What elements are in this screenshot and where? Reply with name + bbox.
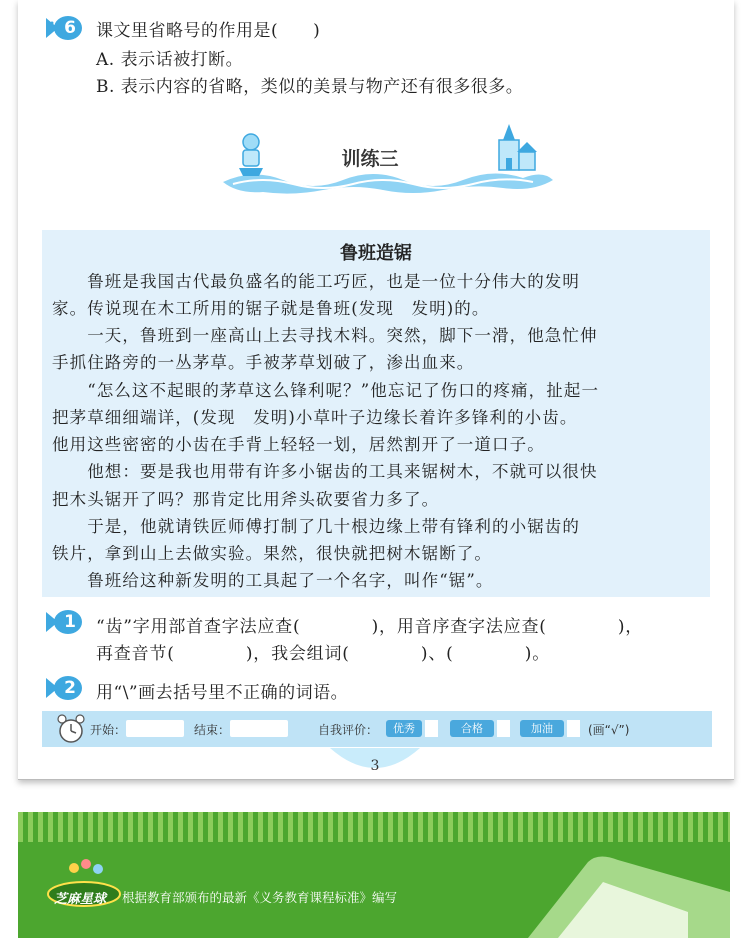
check-hint: (画“√”) [588,723,630,737]
self-eval-label: 自我评价： [318,723,379,737]
passage-line: 铁片，拿到山上去做实验。果然，很快就把树木锯断了。 [52,544,492,563]
start-time-field[interactable] [126,720,184,737]
passage-title: 鲁班造锯 [340,243,412,264]
cover-tagline: 根据教育部颁布的最新《义务教育课程标准》编写 [122,890,398,905]
passage-line: 鲁班是我国古代最负盛名的能工巧匠，也是一位十分伟大的发明 [52,272,580,291]
page-number: 3 [370,758,380,774]
question-number: 1 [64,612,76,632]
passage-line: 一天，鲁班到一座高山上去寻找木料。突然，脚下一滑，他急忙伸 [52,326,598,345]
page-number-tab [330,748,420,780]
question-6-stem: 课文里省略号的作用是( ) [96,21,321,41]
question-1-line-1: “齿”字用部首查字法应查( )，用音序查字法应查( )， [96,617,644,637]
castle-icon [503,124,515,140]
child-head-icon [243,134,259,150]
passage-line: 把木头锯开了吗？那肯定比用斧头砍要省力多了。 [52,490,440,509]
grade-excellent-tag: 优秀 [386,720,422,737]
passage-line: 他用这些密密的小齿在手背上轻轻一划，居然割开了一道口子。 [52,435,545,454]
question-6-badge [44,14,82,42]
passage-line: “怎么这不起眼的茅草这么锋利呢？”他忘记了伤口的疼痛，扯起一 [52,381,600,400]
grade-try-checkbox[interactable] [567,720,580,737]
grade-excellent-checkbox[interactable] [425,720,438,737]
question-1-badge [44,608,82,636]
grade-try-tag: 加油 [520,720,564,737]
passage-line: 他想：要是我也用带有许多小锯齿的工具来锯树木，不就可以很快 [52,462,598,481]
end-label: 结束： [194,723,231,737]
question-6-option-a: A. 表示话被打断。 [96,50,244,70]
reading-passage [42,230,710,597]
passage-line: 于是，他就请铁匠师傅打制了几十根边缘上带有锋利的小锯齿的 [52,517,580,536]
question-1-line-2: 再查音节( )，我会组词( )、( )。 [96,644,550,664]
passage-line: 把茅草细细端详，(发现 发明)小草叶子边缘长着许多锋利的小齿。 [52,408,578,427]
question-6-option-b: B. 表示内容的省略，类似的美景与物产还有很多很多。 [96,77,524,97]
question-number: 6 [64,18,76,38]
question-2-badge [44,674,82,702]
grade-pass-tag: 合格 [450,720,494,737]
question-2-text: 用“\”画去括号里不正确的词语。 [96,683,349,703]
brand-logo-text: 芝麻星球 [54,892,107,907]
alarm-clock-icon [56,713,86,745]
passage-line: 家。传说现在木工所用的锯子就是鲁班(发现 发明)的。 [52,299,490,318]
section-title: 训练三 [341,148,399,170]
end-time-field[interactable] [230,720,288,737]
question-number: 2 [64,678,76,698]
book-cover-strip [18,812,730,938]
timer-evaluation-bar [42,711,712,747]
passage-line: 鲁班给这种新发明的工具起了一个名字，叫作“锯”。 [52,571,494,590]
cover-graphic-shape [488,852,730,938]
cover-stripe-decoration [18,812,730,842]
start-label: 开始： [90,723,127,737]
passage-line: 手抓住路旁的一丛茅草。手被茅草划破了，渗出血来。 [52,353,475,372]
grade-pass-checkbox[interactable] [497,720,510,737]
